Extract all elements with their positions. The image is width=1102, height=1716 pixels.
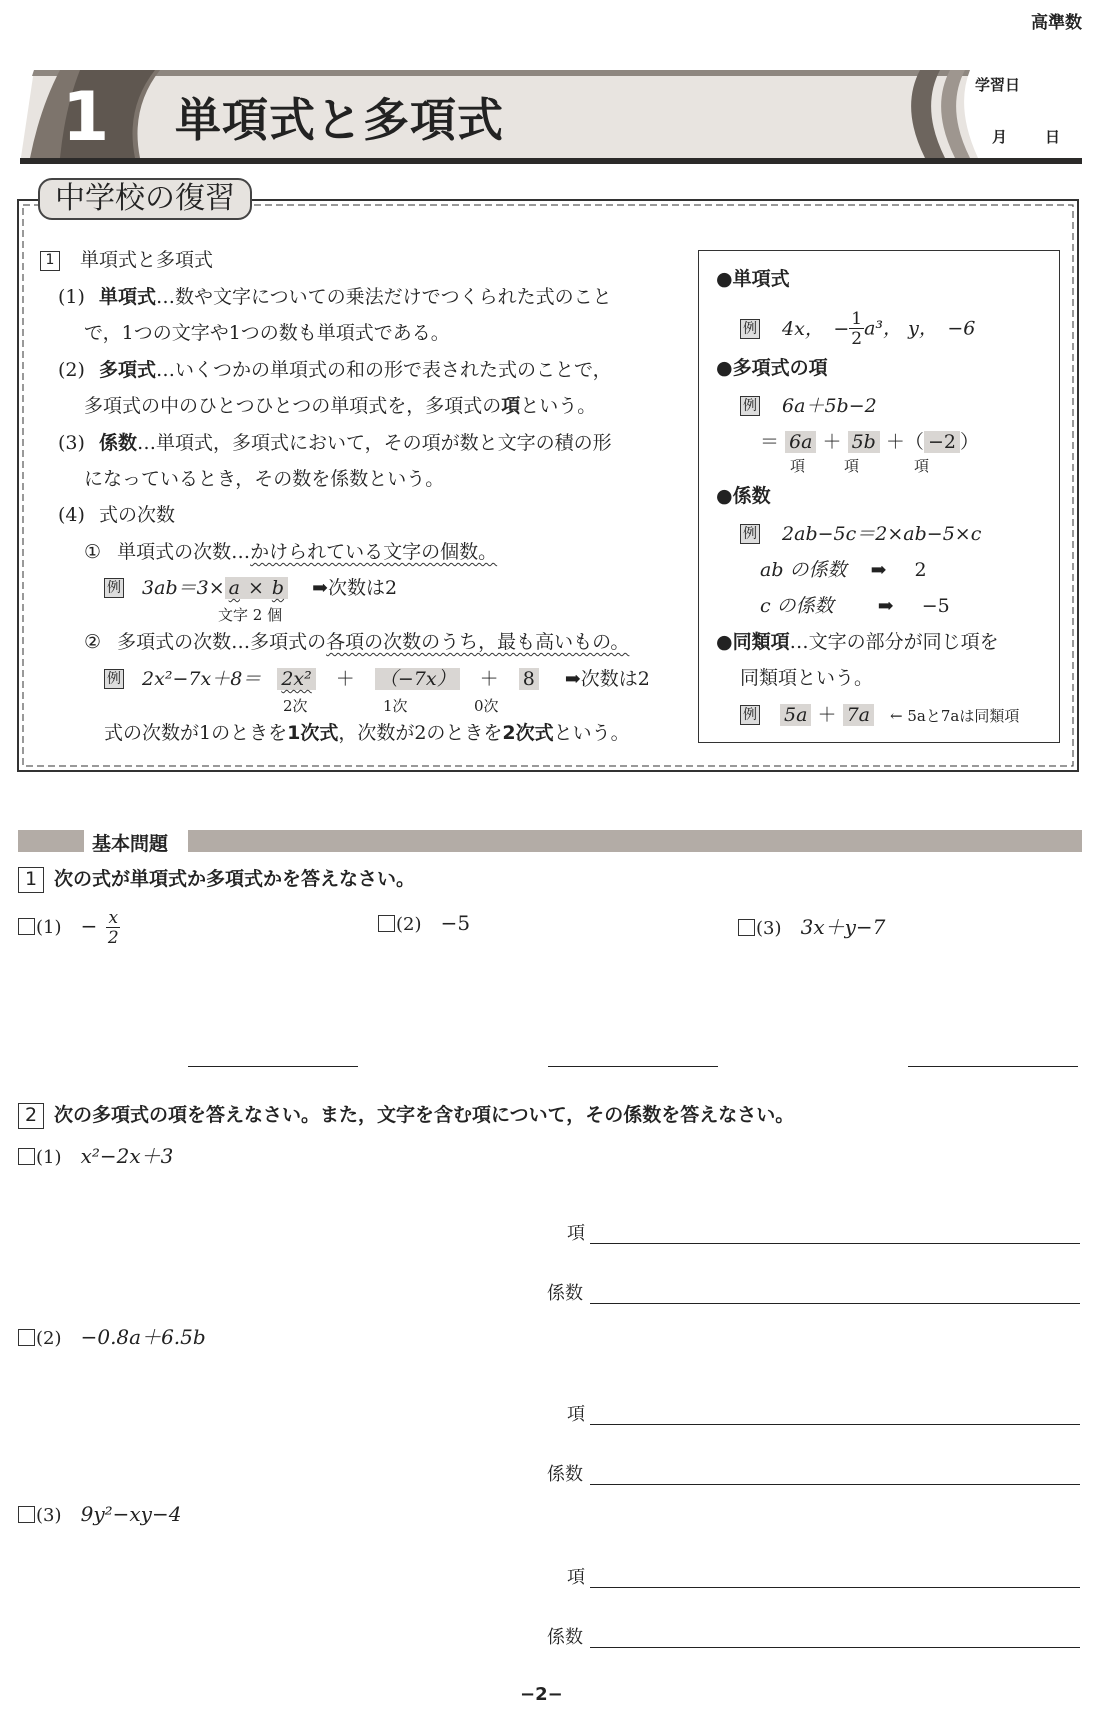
section-number-box: 1: [40, 251, 60, 271]
item-expr: −0.8a＋6.5b: [80, 1325, 206, 1349]
question-1-text: 次の式が単項式か多項式かを答えなさい。: [54, 868, 416, 890]
side-coef-ab: [760, 558, 927, 582]
p4-2-text-a: 多項式の次数…多項式の: [117, 631, 327, 653]
item-number: (1): [36, 917, 62, 938]
p2-text-b1: 多項式の中のひとつひとつの単項式を，多項式の: [84, 395, 502, 417]
side-heading-like-terms: ●同類項: [716, 631, 790, 653]
q2-2-coef-line[interactable]: [590, 1484, 1080, 1485]
fraction-numerator: 1: [851, 309, 863, 329]
arrow-icon: ➡: [870, 559, 887, 581]
example-tag: 例: [740, 705, 760, 725]
chapter-title: 単項式と多項式: [175, 93, 504, 147]
p4-2-text-b: 各項の次数のうち，最も高いもの。: [326, 631, 630, 653]
checkbox[interactable]: [378, 915, 395, 932]
side-s3-ab-value: 2: [914, 559, 927, 581]
ex2-lhs: 2x²−7x＋8＝: [142, 668, 262, 690]
fraction-numerator: x: [108, 908, 119, 928]
item-expr: 3x＋y−7: [800, 915, 886, 939]
review-p4: [58, 503, 175, 527]
review-p4-1: [84, 540, 497, 564]
q2-3-coef-line[interactable]: [590, 1647, 1080, 1648]
q1-answer-line-3[interactable]: [908, 1066, 1078, 1067]
p3-term: 係数: [98, 432, 137, 454]
side-heading-coefficient: ●係数: [716, 485, 771, 507]
p4-last-3: という。: [553, 722, 630, 744]
q1-item-1: [18, 910, 120, 947]
review-p4-2: [84, 630, 629, 654]
q2-1-coef-label: 係数: [547, 1283, 583, 1304]
q2-1-term-line[interactable]: [590, 1243, 1080, 1244]
p2-text-a: …いくつかの単項式の和の形で表された式のことで，: [155, 359, 612, 381]
ex2-result: ➡次数は2: [564, 668, 650, 690]
p2-term: 多項式: [98, 359, 156, 381]
p4-1-circle: ①: [84, 541, 102, 563]
q2-2-term-line[interactable]: [590, 1424, 1080, 1425]
example-tag: 例: [740, 524, 760, 544]
item-expr: x²−2x＋3: [80, 1144, 174, 1168]
q2-2-term-label: 項: [567, 1404, 585, 1425]
side-s2-rparen: ）: [959, 431, 979, 453]
review-ex1: [104, 576, 397, 600]
ex1-times: ×: [244, 577, 268, 599]
question-2-text: 次の多項式の項を答えなさい。また，文字を含む項について，その係数を答えなさい。: [54, 1104, 795, 1126]
q2-item-3: [18, 1502, 181, 1526]
review-p2-cont: [84, 394, 596, 418]
review-p1-cont: で，1つの文字や1つの数も単項式である。: [84, 322, 450, 344]
q2-3-term-line[interactable]: [590, 1587, 1080, 1588]
p2-text-b2: という。: [520, 395, 597, 417]
fraction-denominator: 2: [851, 329, 863, 349]
side-monomial-example: [740, 311, 975, 348]
p4-1-text-b: かけられている文字の個数。: [250, 541, 498, 563]
side-s2-term3: −2: [924, 431, 960, 453]
study-date-label: 学習日: [975, 76, 1021, 94]
q1-answer-line-1[interactable]: [188, 1066, 358, 1067]
side-s2-ex: 6a＋5b−2: [782, 395, 877, 417]
ex1-a: a: [225, 577, 244, 599]
example-tag: 例: [104, 669, 124, 689]
item-number: (2): [396, 914, 422, 935]
p4-last-1: 式の次数が1のときを: [104, 722, 288, 744]
ex1-note: 文字 2 個: [218, 606, 283, 624]
side-terms-split: [760, 430, 979, 454]
ex2-term2: （−7x）: [375, 668, 460, 690]
side-terms-example: [740, 394, 877, 418]
p3-text-a: …単項式，多項式において，その項が数と文字の積の形: [136, 432, 612, 454]
review-p3-cont: になっているとき，その数を係数という。: [84, 468, 445, 490]
ex2-degree1: 2次: [283, 697, 308, 715]
q2-item-2: [18, 1321, 206, 1350]
day-label: 日: [1045, 128, 1061, 146]
ex2-plus2: ＋: [479, 668, 499, 690]
item-number: (1): [36, 1147, 62, 1168]
side-s3-c-value: −5: [921, 595, 950, 617]
checkbox[interactable]: [738, 919, 755, 936]
checkbox[interactable]: [18, 918, 35, 935]
basic-problems-label: 基本問題: [92, 833, 169, 855]
p4-1-text-a: 単項式の次数…: [117, 541, 251, 563]
side-s4-note: ← 5aと7aは同類項: [890, 707, 1020, 725]
side-like-terms-text: …文字の部分が同じ項を: [789, 631, 999, 653]
ex2-term3: 8: [519, 668, 539, 690]
p2-num: (2): [58, 359, 85, 381]
review-section-heading: [40, 248, 213, 272]
p2-text-bold: 項: [501, 395, 521, 417]
item-number: (3): [756, 918, 782, 939]
review-p2: [58, 358, 612, 382]
item-number: (2): [36, 1328, 62, 1349]
p1-text-a: …数や文字についての乗法だけでつくられた式のこと: [155, 286, 612, 308]
ex2-plus1: ＋: [335, 668, 355, 690]
side-s3-ex: 2ab−5c＝2×ab−5×c: [782, 523, 982, 545]
item-fraction: [106, 910, 120, 947]
example-tag: 例: [740, 319, 760, 339]
ex2-term1: 2x²: [277, 668, 315, 690]
side-s1-fraction: [849, 311, 864, 348]
review-ex2: [104, 667, 650, 691]
example-tag: 例: [104, 578, 124, 598]
ex2-degree2: 1次: [383, 697, 408, 715]
review-label: 中学校の復習: [38, 178, 252, 220]
side-s2-kou2: 項: [844, 457, 860, 475]
question-number-box: 2: [18, 1103, 44, 1129]
side-s4-term1: 5a: [780, 704, 811, 726]
p3-num: (3): [58, 432, 85, 454]
page-number: −2−: [520, 1684, 563, 1705]
question-1: [18, 864, 415, 893]
ex2-degree3: 0次: [474, 697, 499, 715]
side-like-terms: [716, 630, 999, 654]
side-s2-kou3: 項: [914, 457, 930, 475]
example-tag: 例: [740, 396, 760, 416]
q1-answer-line-2[interactable]: [548, 1066, 718, 1067]
checkbox[interactable]: [18, 1506, 35, 1523]
side-like-terms-example: [740, 703, 1019, 728]
q2-2-coef-label: 係数: [547, 1464, 583, 1485]
q1-item-2: [378, 911, 470, 935]
arrow-icon: ➡: [877, 595, 894, 617]
review-p3: [58, 431, 612, 455]
side-s3-ab-label: ab の係数: [760, 559, 847, 581]
q2-1-term-label: 項: [567, 1223, 585, 1244]
item-expr: 9y²−xy−4: [80, 1502, 182, 1526]
ex1-result: ➡次数は2: [312, 577, 398, 599]
month-label: 月: [992, 128, 1008, 146]
ex1-b: b: [268, 577, 288, 599]
side-s2-eq: ＝: [760, 431, 780, 453]
q1-item-3: [738, 911, 885, 940]
q2-1-coef-line[interactable]: [590, 1303, 1080, 1304]
q2-3-term-label: 項: [567, 1567, 585, 1588]
p4-last-bold1: 1次式: [287, 722, 339, 744]
item-number: (3): [36, 1505, 62, 1526]
p4-last-2: ，次数が2のときを: [338, 722, 503, 744]
side-s2-plus1: ＋: [822, 431, 842, 453]
side-s4-term2: 7a: [843, 704, 874, 726]
question-number-box: 1: [18, 867, 44, 893]
side-s2-kou1: 項: [790, 457, 806, 475]
p4-num: (4): [58, 504, 85, 526]
review-p4-last: [104, 721, 630, 745]
side-coef-example: [740, 522, 981, 546]
grade-label: 高準数: [1031, 13, 1082, 33]
side-s2-plus2: ＋: [885, 431, 905, 453]
side-s3-c-label: c の係数: [760, 595, 834, 617]
q2-item-1: [18, 1140, 173, 1169]
checkbox[interactable]: [18, 1329, 35, 1346]
item-expr: −5: [440, 911, 471, 935]
p4-title: 式の次数: [98, 504, 175, 526]
item-expr-prefix: −: [80, 914, 98, 938]
question-2: [18, 1100, 794, 1129]
p4-2-circle: ②: [84, 631, 102, 653]
p1-num: (1): [58, 286, 85, 308]
side-coef-c: [760, 594, 950, 618]
review-p1: [58, 285, 612, 309]
side-heading-terms: ●多項式の項: [716, 357, 828, 379]
ex1-lhs: 3ab＝3×: [142, 577, 225, 599]
q2-3-coef-label: 係数: [547, 1627, 583, 1648]
side-s2-term1: 6a: [785, 431, 816, 453]
p1-term: 単項式: [98, 286, 156, 308]
side-heading-monomial: ●単項式: [716, 268, 790, 290]
side-s1-ex-a: 4x， −: [782, 317, 850, 340]
side-s2-term2: 5b: [848, 431, 880, 453]
side-s4-plus: ＋: [817, 704, 837, 726]
chapter-number: 1: [62, 78, 110, 157]
fraction-denominator: 2: [107, 928, 119, 948]
checkbox[interactable]: [18, 1148, 35, 1165]
side-s1-ex-b: a³， y， −6: [864, 317, 976, 340]
section-title: 単項式と多項式: [80, 249, 214, 271]
side-s2-lparen: （: [904, 431, 924, 453]
side-like-terms-cont: 同類項という。: [740, 667, 874, 689]
p4-last-bold2: 2次式: [502, 722, 554, 744]
